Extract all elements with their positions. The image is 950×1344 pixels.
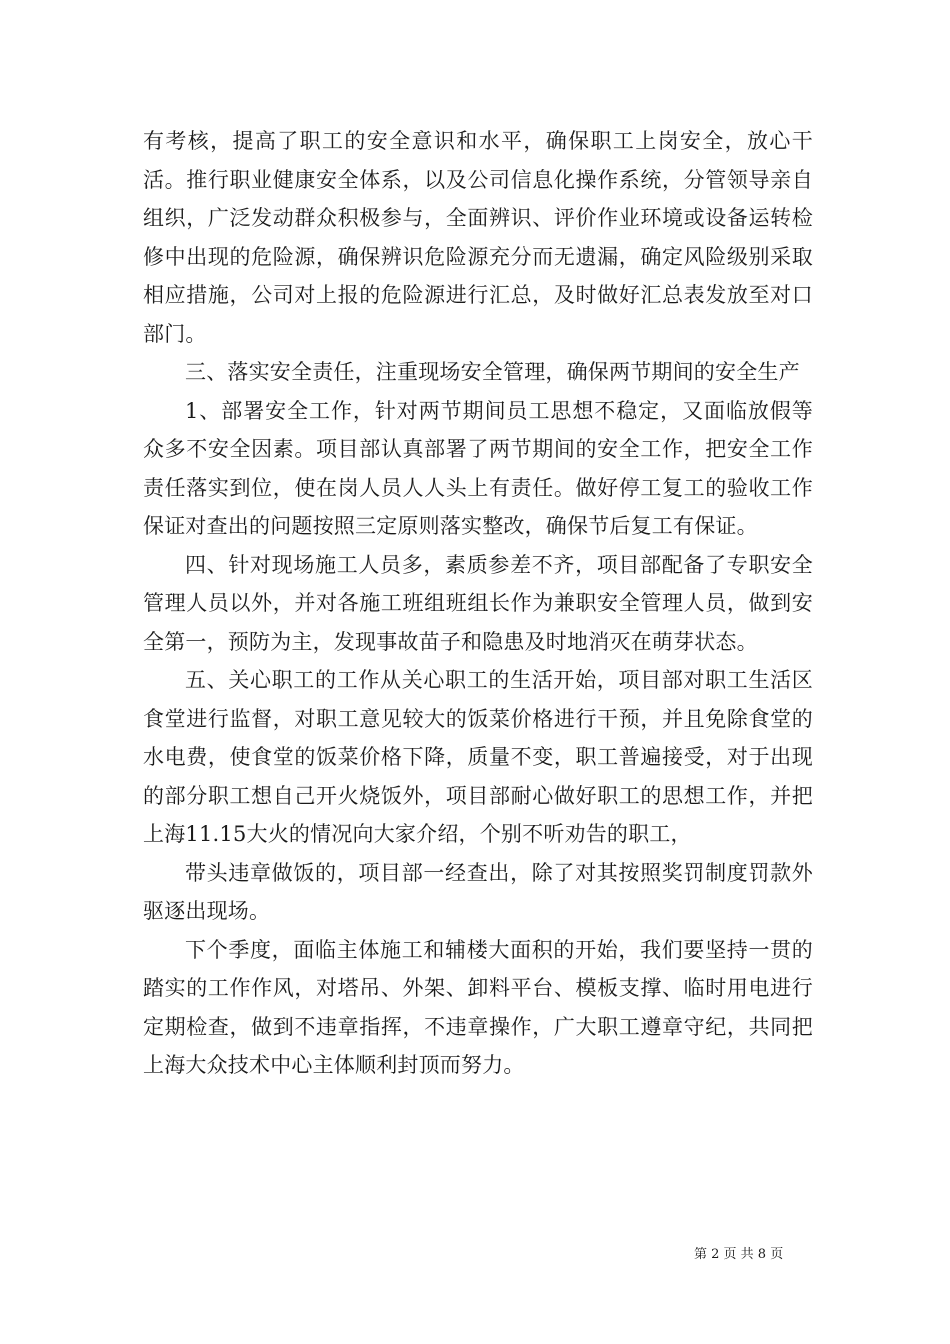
paragraph-violation-cooking: 带头违章做饭的，项目部一经查出，除了对其按照奖罚制度罚款外驱逐出现场。 (143, 860, 813, 923)
body-text (143, 122, 813, 1085)
paragraph-deploy-safety-work: 1、部署安全工作，针对两节期间员工思想不稳定，又面临放假等众多不安全因素。项目部认真部署了两节期间的安全工作，把安全工作责任落实到位，使在岗人员人人头上有责任。做好停工复工的验收工作保证对查出的问题按照三定原则落实整改，确保节后复工有保证。 (143, 398, 813, 538)
page-number-footer: 第 2 页 共 8 页 (694, 1247, 784, 1262)
paragraph-section-five: 五、关心职工的工作从关心职工的生活开始，项目部对职工生活区食堂进行监督，对职工意见较大的饭菜价格进行干预，并且免除食堂的水电费，使食堂的饭菜价格下降，质量不变，职工普遍接受，对于出现的部分职工想自己开火烧饭外，项目部耐心做好职工的思想工作，并把上海11.15大火的情况向大家介绍，个别不听劝告的职工， (143, 668, 813, 846)
paragraph-section-four: 四、针对现场施工人员多，素质参差不齐，项目部配备了专职安全管理人员以外，并对各施工班组班组长作为兼职安全管理人员，做到安全第一，预防为主，发现事故苗子和隐患及时地消灭在萌芽状态。 (143, 552, 813, 654)
paragraph-next-quarter: 下个季度，面临主体施工和辅楼大面积的开始，我们要坚持一贯的踏实的工作作风，对塔吊、外架、卸料平台、模板支撑、临时用电进行定期检查，做到不违章指挥，不违章操作，广大职工遵章守纪，共同把上海大众技术中心主体顺利封顶而努力。 (143, 937, 813, 1077)
paragraph-assessment: 有考核，提高了职工的安全意识和水平，确保职工上岗安全，放心干活。推行职业健康安全体系，以及公司信息化操作系统，分管领导亲自组织，广泛发动群众积极参与，全面辨识、评价作业环境或设备运转检修中出现的危险源，确保辨识危险源充分而无遗漏，确定风险级别采取相应措施，公司对上报的危险源进行汇总，及时做好汇总表发放至对口部门。 (143, 129, 813, 346)
paragraph-section-three-heading: 三、落实安全责任，注重现场安全管理，确保两节期间的安全生产 (185, 360, 800, 384)
